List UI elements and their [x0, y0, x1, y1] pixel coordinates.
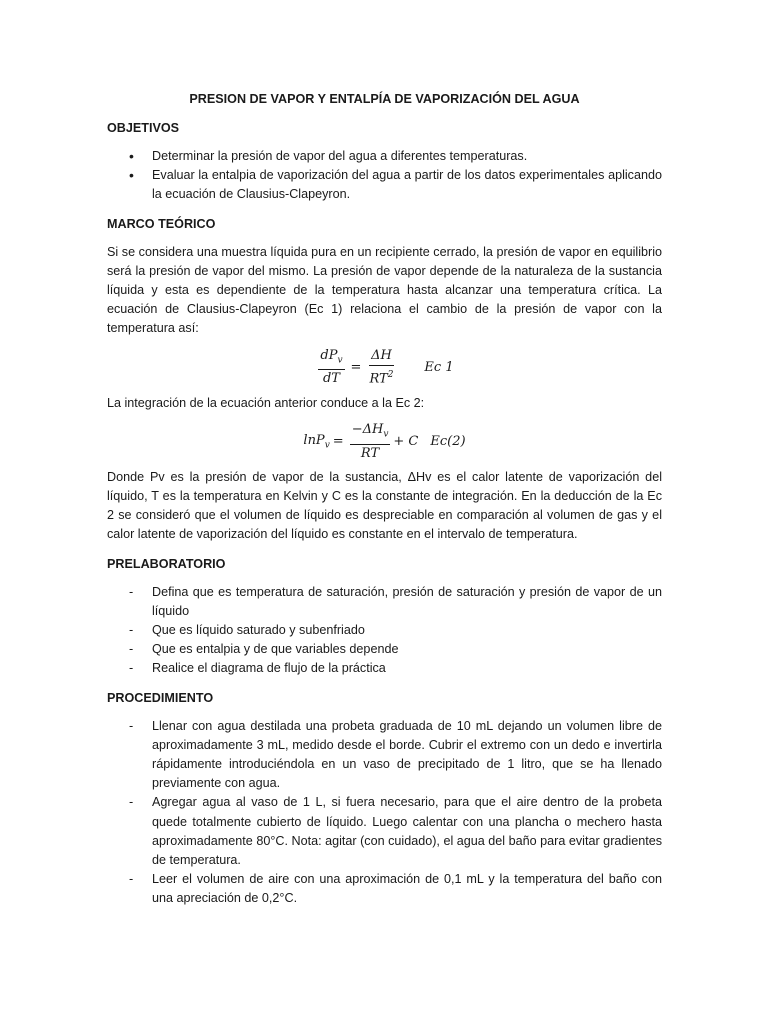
eq2-den: RT [360, 445, 380, 461]
section-heading-objetivos: OBJETIVOS [107, 121, 180, 135]
eq2-lhs-sub: v [324, 440, 330, 451]
eq1-rhs-fraction [367, 348, 395, 387]
eq1-rhs-num: ΔH [369, 348, 394, 366]
section-heading-procedimiento: PROCEDIMIENTO [107, 690, 214, 705]
prelaboratorio-item: - Que es entalpia y de que variables depende [107, 640, 662, 659]
eq2-constant: + C [393, 434, 419, 450]
document-title: PRESION DE VAPOR Y ENTALPÍA DE VAPORIZACIÓN DEL AGUA [189, 92, 580, 106]
prelaboratorio-list [107, 583, 662, 679]
document-page [107, 90, 662, 918]
eq2-num: −ΔH [351, 422, 384, 438]
prelaboratorio-item: - Defina que es temperatura de saturación, presión de saturación y presión de vapor de un líquido [107, 583, 662, 621]
procedimiento-list [107, 717, 662, 909]
equation-1: $\frac{dP_v}{dT}$ = $\frac{\Delta H}{RT^2}$ Ec 1 [320, 347, 454, 387]
eq1-lhs-den: dT [322, 371, 340, 387]
eq1-rhs-sup: 2 [387, 369, 394, 380]
prelaboratorio-item: - Realice el diagrama de flujo de la práctica [107, 659, 662, 678]
eq2-fraction [350, 422, 391, 462]
marco-paragraph-1: Si se considera una muestra líquida pura en un recipiente cerrado, la presión de vapor en equilibrio será la presión de vapor del mismo. La presión de vapor depende de la naturaleza de la sustancia líquida y esta es dependiente de la temperatura hasta alcanzar una temperatura crítica. La ecuación de Clausius-Clapeyron (Ec 1) relaciona el cambio de la presión de vapor con la temperatura así: [107, 244, 662, 336]
procedimiento-item: - Llenar con agua destilada una probeta graduada de 10 mL dejando un volumen libre de aproximadamente 3 mL, medido desde el borde. Cubrir el extremo con un dedo e invertirla rápidamente introduciéndola en un vaso de precipitado de 1 litro, que se ha llenado previamente con agua. [107, 717, 662, 794]
eq1-rhs-den: RT [369, 371, 388, 387]
eq2-num-sub: v [383, 429, 389, 440]
procedimiento-item: - Leer el volumen de aire con una aproximación de 0,1 mL y la temperatura del baño con una apreciación de 0,2°C. [107, 870, 662, 908]
objetivos-list [107, 147, 662, 205]
eq1-lhs-num: dP [320, 347, 338, 363]
eq1-lhs-sub: v [337, 355, 343, 366]
prelaboratorio-item: - Que es líquido saturado y subenfriado [107, 621, 662, 640]
objetivo-item: • Evaluar la entalpia de vaporización del agua a partir de los datos experimentales aplicando la ecuación de Clausius-Clapeyron. [107, 166, 662, 204]
equation-2: lnP$_v$ = $\frac{-\Delta H_v}{RT}$ + C Ec(2) [303, 422, 466, 461]
objetivo-item: • Determinar la presión de vapor del agua a diferentes temperaturas. [107, 147, 662, 166]
marco-paragraph-3: Donde Pv es la presión de vapor de la sustancia, ΔHv es el calor latente de vaporización del líquido, T es la temperatura en Kelvin y C es la constante de integración. En la deducción de la Ec 2 se consideró que el volumen de líquido es despreciable en comparación al volumen de gas y el calor latente de vaporización del líquido es constante en el intervalo de temperatura. [107, 469, 662, 542]
marco-paragraph-2: La integración de la ecuación anterior conduce a la Ec 2: [107, 395, 425, 410]
eq1-label: Ec 1 [424, 360, 454, 376]
procedimiento-item: - Agregar agua al vaso de 1 L, si fuera necesario, para que el aire dentro de la probeta quede totalmente cubierto de líquido. Luego calentar con una plancha o mechero hasta aproximadamente 80°C. Nota: agitar (con cuidado), el agua del baño para evitar gradientes de temperatura. [107, 793, 662, 870]
section-heading-marco-teorico: MARCO TEÓRICO [107, 216, 216, 231]
eq2-label: Ec(2) [430, 434, 466, 450]
section-heading-prelaboratorio: PRELABORATORIO [107, 556, 226, 571]
eq2-lhs: lnP [303, 433, 325, 449]
eq1-lhs-fraction [318, 348, 344, 388]
